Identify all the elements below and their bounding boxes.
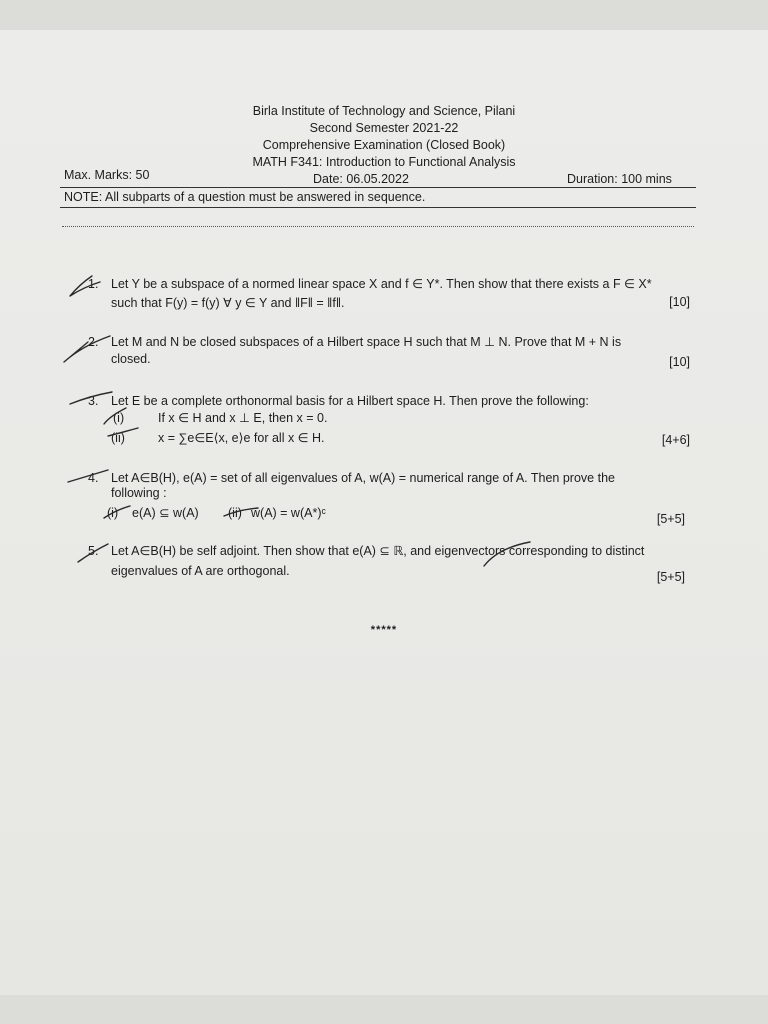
question-3-number: 3.: [88, 394, 99, 408]
question-4-marks: [5+5]: [656, 512, 685, 526]
question-3-part-i-text: If x ∈ H and x ⊥ E, then x = 0.: [158, 411, 328, 425]
max-marks: Max. Marks: 50: [64, 168, 150, 182]
question-3-part-i-label: (i): [113, 411, 125, 425]
question-4-line1: Let A∈B(H), e(A) = set of all eigenvalues of A, w(A) = numerical range of A. Then prove the: [111, 471, 615, 485]
question-5-marks: [5+5]: [656, 570, 685, 584]
question-5-number: 5.: [88, 544, 99, 558]
institute-name: Birla Institute of Technology and Science, Pilani: [252, 104, 516, 118]
question-1-marks: [10]: [669, 295, 690, 309]
question-2-line1: Let M and N be closed subspaces of a Hilbert space H such that M ⊥ N. Prove that M + N is: [111, 335, 622, 349]
end-marker: *****: [370, 624, 398, 636]
note: NOTE: All subparts of a question must be answered in sequence.: [64, 190, 426, 204]
duration: Duration: 100 mins: [567, 172, 672, 186]
question-1-line2: such that F(y) = f(y) ∀ y ∈ Y and ‖F‖ = ‖f‖.: [111, 296, 345, 310]
question-4-part-i-label: (i): [107, 506, 119, 520]
question-4-part-i-text: e(A) ⊆ w(A): [132, 506, 199, 520]
question-3-marks: [4+6]: [661, 433, 690, 447]
semester: Second Semester 2021-22: [309, 121, 459, 135]
question-1-line1: Let Y be a subspace of a normed linear space X and f ∈ Y*. Then show that there exists a F ∈ X*: [111, 277, 652, 291]
note-rule: [60, 207, 696, 208]
exam-title: Comprehensive Examination (Closed Book): [262, 138, 506, 152]
question-3-part-ii-text: x = ∑e∈E⟨x, e⟩e for all x ∈ H.: [158, 431, 325, 445]
question-4-number: 4.: [88, 471, 99, 485]
header-rule: [60, 187, 696, 188]
question-4-part-ii-label: (ii): [228, 506, 242, 520]
question-2-number: 2.: [88, 335, 99, 349]
dotted-separator: [62, 226, 694, 227]
question-3-part-ii-label: (ii): [111, 431, 125, 445]
exam-date: Date: 06.05.2022: [313, 172, 409, 186]
question-2-marks: [10]: [669, 355, 690, 369]
course-title: MATH F341: Introduction to Functional Analysis: [252, 155, 516, 169]
question-1-number: 1.: [88, 277, 99, 291]
question-4-line2: following :: [111, 486, 167, 500]
question-2-line2: closed.: [111, 352, 151, 366]
question-5-line2: eigenvalues of A are orthogonal.: [111, 564, 290, 578]
question-3-line1: Let E be a complete orthonormal basis for a Hilbert space H. Then prove the following:: [111, 394, 589, 408]
question-5-line1: Let A∈B(H) be self adjoint. Then show that e(A) ⊆ ℝ, and eigenvectors corresponding to distinct: [111, 544, 645, 558]
question-4-part-ii-text: w(A) = w(A*)ᶜ: [251, 506, 326, 520]
